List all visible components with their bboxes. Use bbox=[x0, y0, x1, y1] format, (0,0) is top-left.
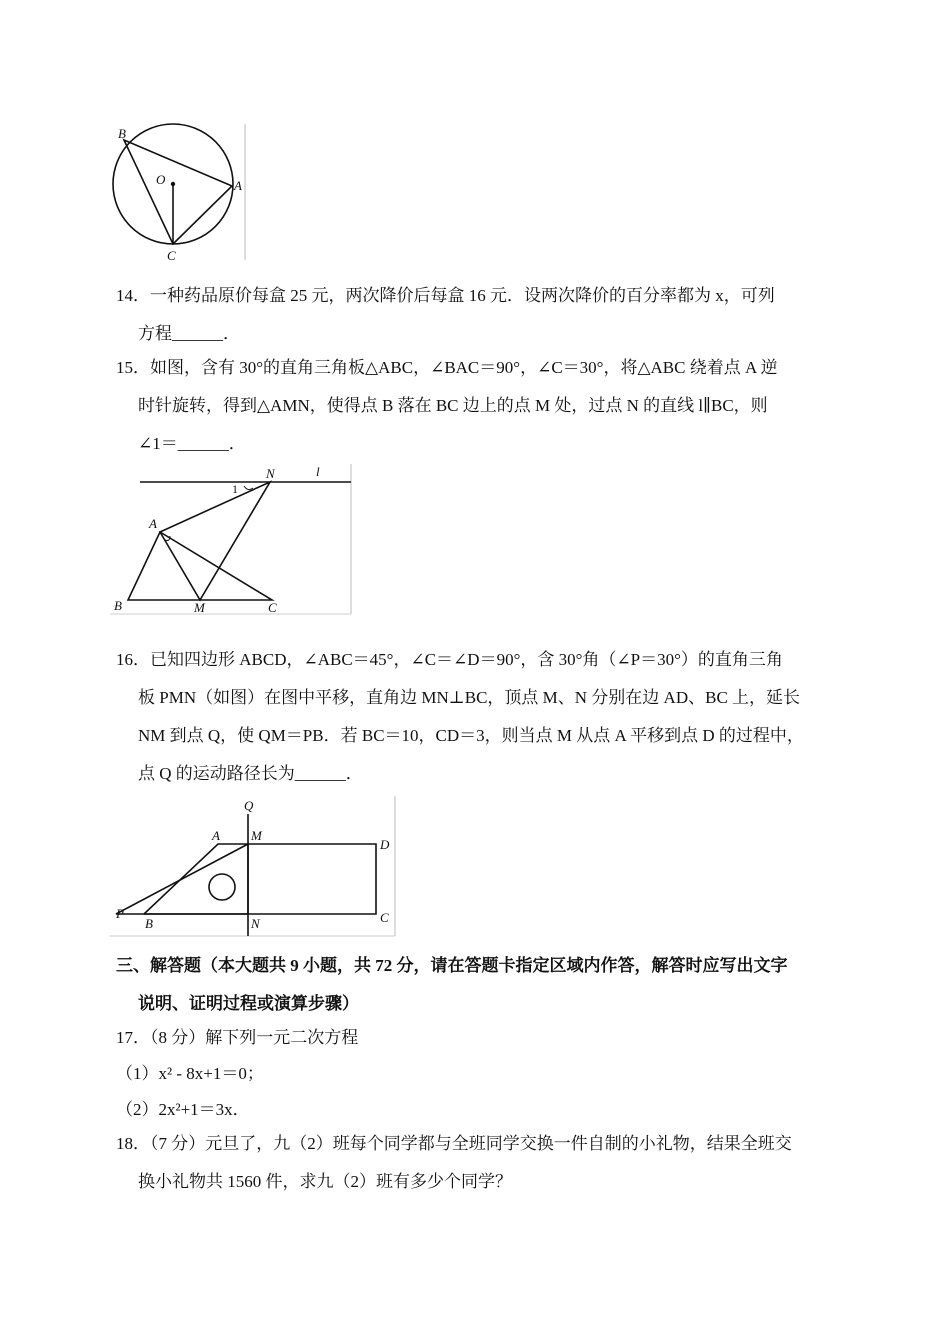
q17-part1: （1）x² - 8x+1＝0； bbox=[116, 1064, 264, 1083]
label-angle-1: 1 bbox=[232, 482, 238, 496]
label-n: N bbox=[266, 466, 275, 481]
label-b: B bbox=[114, 598, 122, 613]
label-c: C bbox=[380, 910, 389, 925]
q16-line3: NM 到点 Q，使 QM＝PB．若 BC＝10，CD＝3，则当点 M 从点 A 平移到点 D 的过程中， bbox=[138, 726, 804, 745]
section3-heading-line1: 三、解答题（本大题共 9 小题，共 72 分，请在答题卡指定区域内作答，解答时应写出文字 bbox=[116, 956, 788, 975]
label-m: M bbox=[251, 828, 262, 843]
label-a: A bbox=[212, 828, 220, 843]
q17-part2: （2）2x²+1＝3x． bbox=[116, 1100, 250, 1119]
label-c: C bbox=[268, 600, 277, 615]
q17-line1: 17．（8 分）解下列一元二次方程 bbox=[116, 1028, 359, 1047]
label-c: C bbox=[167, 248, 176, 263]
q16-line1: 16．已知四边形 ABCD，∠ABC＝45°，∠C＝∠D＝90°，含 30°角（∠P＝30°）的直角三角 bbox=[116, 650, 783, 669]
label-b: B bbox=[118, 126, 126, 141]
quadrilateral-figure bbox=[108, 794, 400, 940]
q14-line2: 方程______． bbox=[138, 324, 240, 343]
q15-line3: ∠1＝______． bbox=[138, 434, 246, 453]
rotation-figure bbox=[108, 462, 356, 618]
q16-line4: 点 Q 的运动路径长为______． bbox=[138, 764, 363, 783]
label-o: O bbox=[156, 172, 166, 187]
circle-figure bbox=[110, 122, 250, 264]
label-d: D bbox=[380, 837, 390, 852]
label-n: N bbox=[251, 916, 260, 931]
label-a: A bbox=[149, 516, 157, 531]
label-m: M bbox=[194, 600, 205, 615]
label-a: A bbox=[234, 178, 242, 193]
section3-heading-line2: 说明、证明过程或演算步骤） bbox=[138, 994, 359, 1013]
q15-line2: 时针旋转，得到△AMN，使得点 B 落在 BC 边上的点 M 处，过点 N 的直线 l∥BC，则 bbox=[138, 396, 768, 415]
label-p: P bbox=[116, 906, 124, 921]
label-l: l bbox=[316, 464, 320, 479]
q18-line2: 换小礼物共 1560 件，求九（2）班有多少个同学？ bbox=[138, 1172, 512, 1191]
label-q: Q bbox=[244, 798, 254, 813]
q16-line2: 板 PMN（如图）在图中平移，直角边 MN⊥BC，顶点 M、N 分别在边 AD、BC 上，延长 bbox=[138, 688, 801, 707]
label-b: B bbox=[145, 916, 153, 931]
q18-line1: 18．（7 分）元旦了，九（2）班每个同学都与全班同学交换一件自制的小礼物，结果全班交 bbox=[116, 1134, 792, 1153]
q15-line1: 15．如图，含有 30°的直角三角板△ABC，∠BAC＝90°，∠C＝30°，将△ABC 绕着点 A 逆 bbox=[116, 358, 778, 377]
q14-line1: 14．一种药品原价每盒 25 元，两次降价后每盒 16 元．设两次降价的百分率都为 x，可列 bbox=[116, 286, 775, 305]
